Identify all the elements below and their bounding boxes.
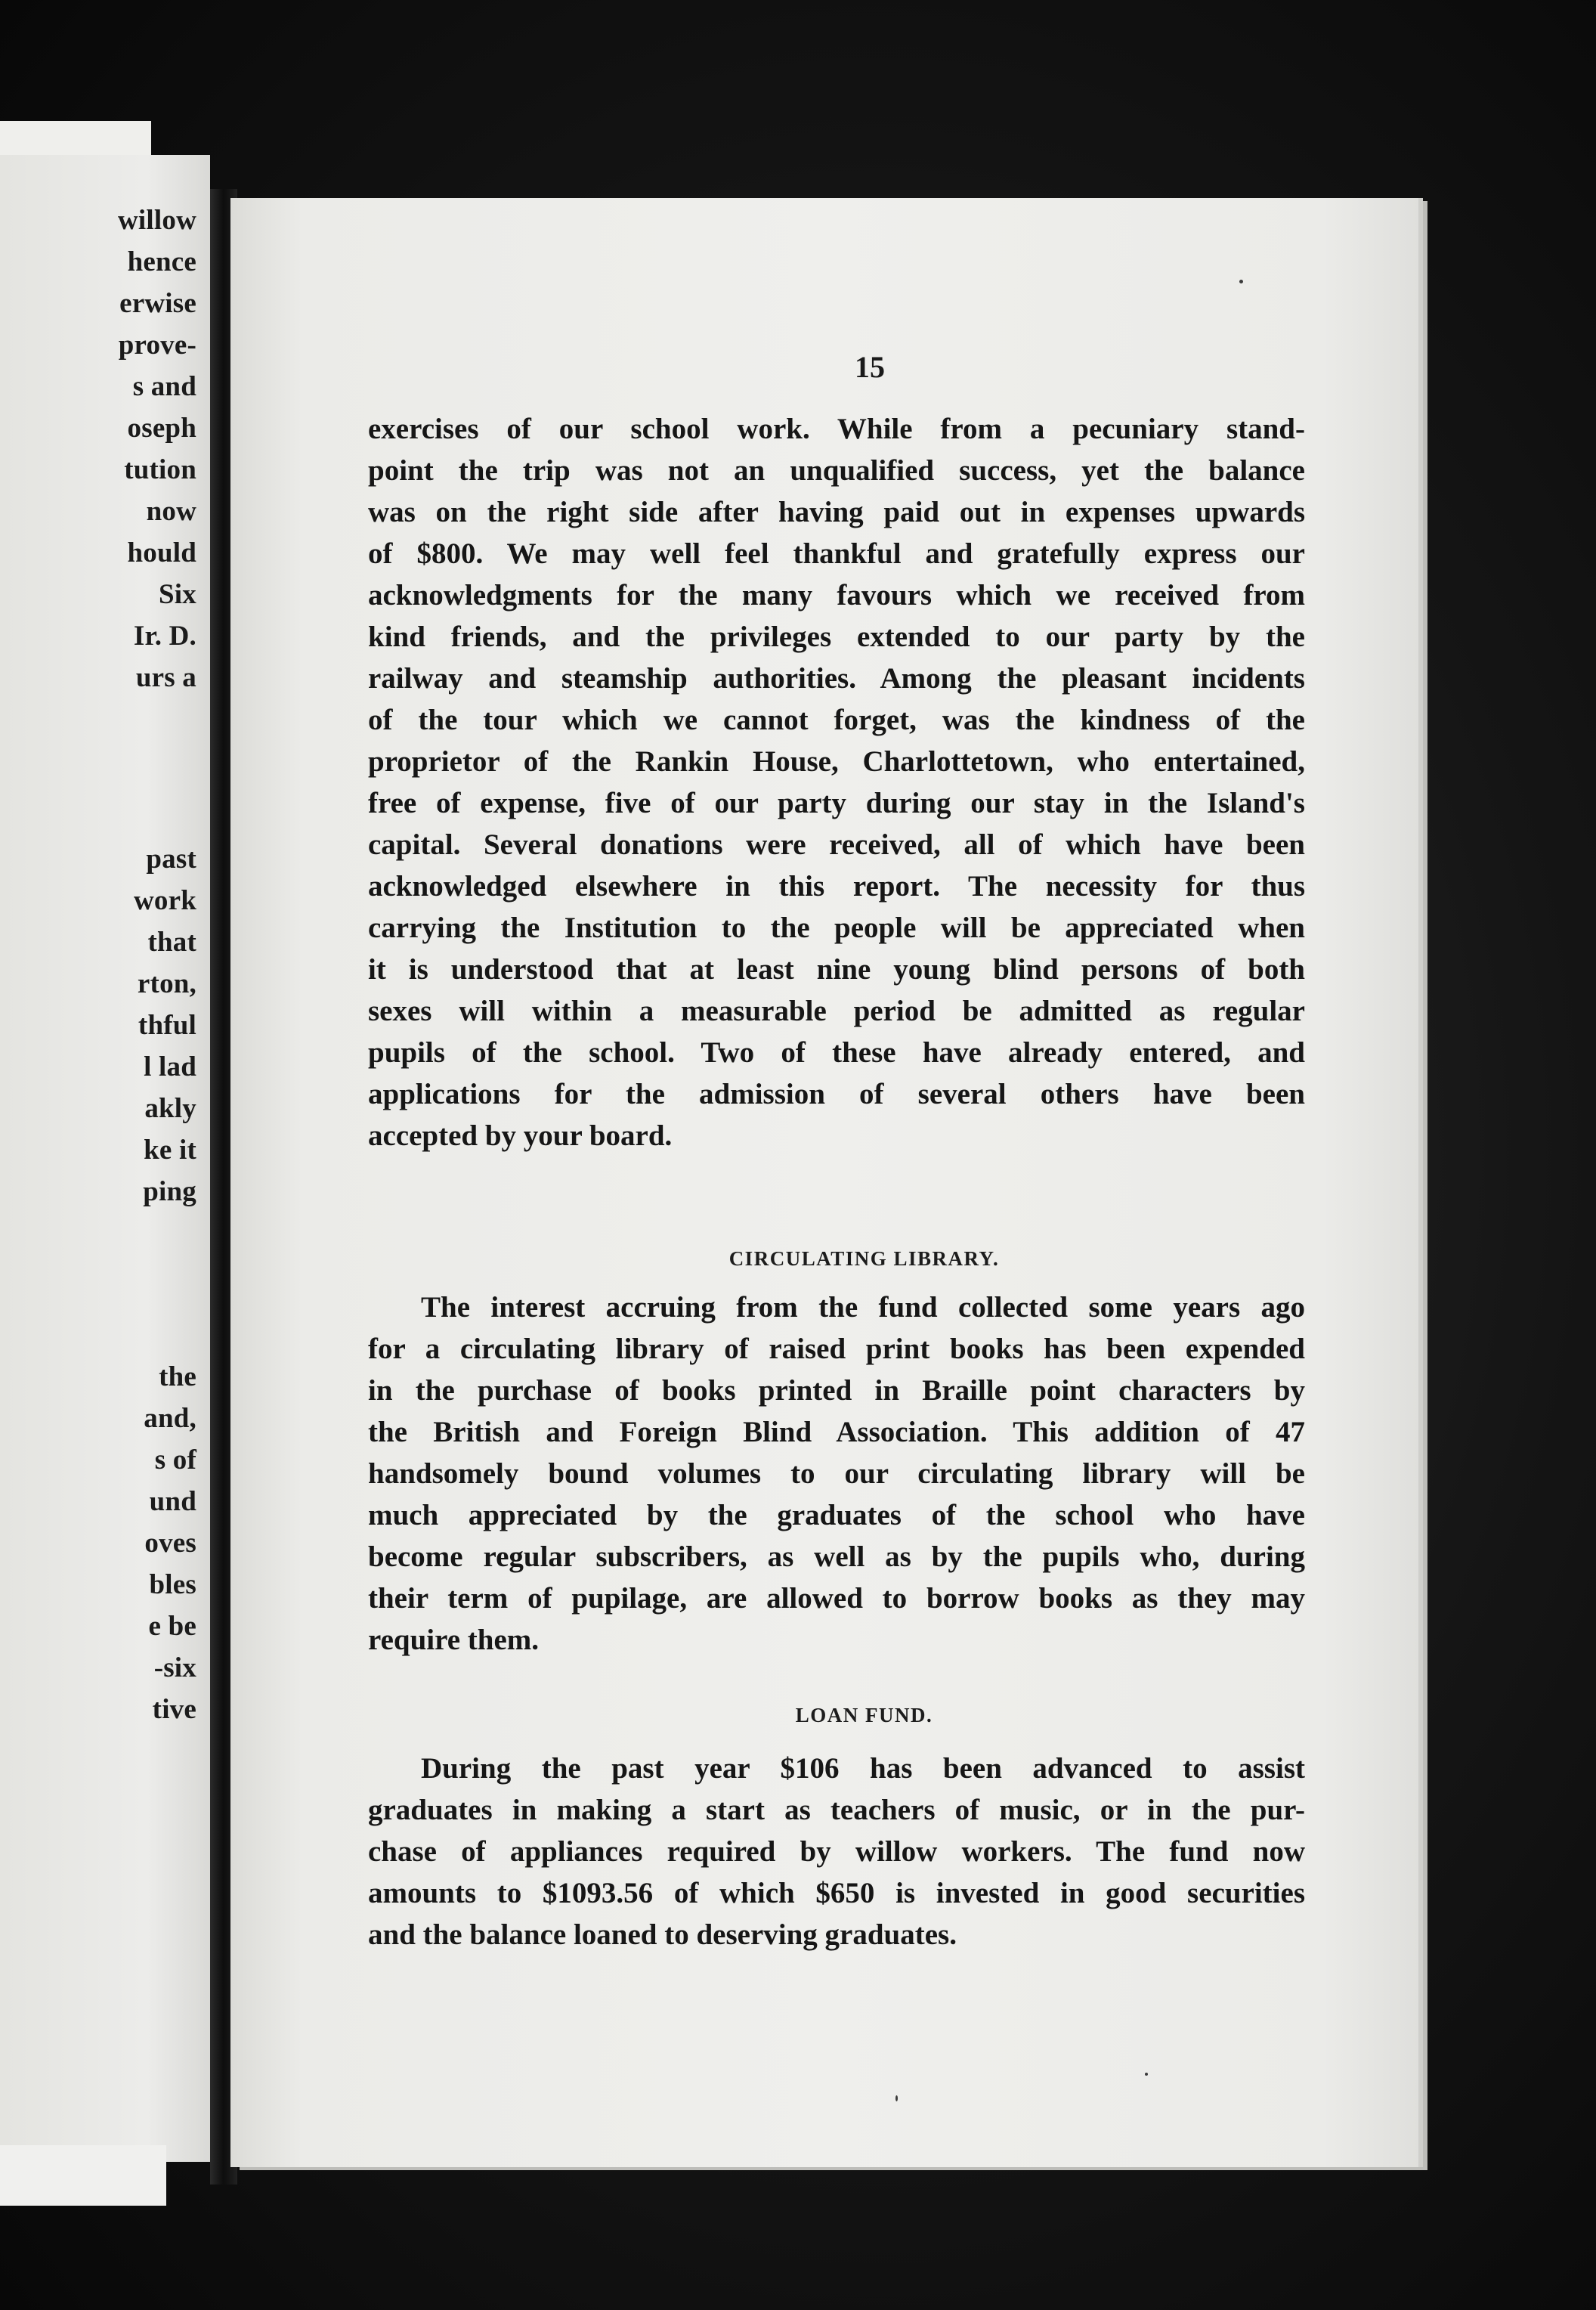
left-page-fragment: work — [133, 885, 196, 916]
left-page-edge-top — [0, 121, 151, 159]
intro-paragraph — [368, 408, 1305, 1157]
left-page-edge-bottom — [0, 2145, 166, 2206]
left-page-fragment: the — [159, 1361, 196, 1392]
text-line: their term of pupilage, are allowed to borrow books as they may — [368, 1582, 1305, 1615]
left-page-fragment: tive — [152, 1694, 196, 1725]
scan-speck — [895, 2095, 898, 2101]
text-line: graduates in making a start as teachers of music, or in the pur- — [368, 1794, 1305, 1826]
left-page-fragment: akly — [144, 1093, 196, 1124]
circulating-library-paragraph — [368, 1287, 1305, 1661]
text-line: kind friends, and the privileges extended to our party by the — [368, 621, 1305, 653]
text-line: The interest accruing from the fund collected some years ago — [421, 1291, 1305, 1324]
left-facing-page — [0, 155, 210, 2162]
left-page-text-fragments — [0, 155, 196, 2162]
text-line: railway and steamship authorities. Among the pleasant incidents — [368, 662, 1305, 695]
main-page — [230, 198, 1418, 2167]
left-page-fragment: hould — [127, 537, 196, 568]
left-page-fragment: and, — [144, 1403, 196, 1434]
text-line: acknowledgments for the many favours which we received from — [368, 579, 1305, 612]
text-line: and the balance loaned to deserving graduates. — [368, 1918, 957, 1951]
left-page-fragment: ping — [143, 1176, 196, 1207]
text-line: the British and Foreign Blind Association. This addition of 47 — [368, 1416, 1305, 1448]
text-line: capital. Several donations were received, all of which have been — [368, 828, 1305, 861]
left-page-fragment: rton, — [137, 968, 196, 999]
text-line: in the purchase of books printed in Braille point characters by — [368, 1374, 1305, 1407]
text-line: accepted by your board. — [368, 1119, 673, 1152]
left-page-fragment: s and — [132, 371, 196, 402]
left-page-fragment: urs a — [135, 662, 196, 693]
left-page-fragment: erwise — [119, 288, 196, 319]
scan-speck — [1239, 280, 1243, 283]
text-line: require them. — [368, 1624, 540, 1656]
left-page-fragment: tution — [124, 454, 196, 485]
text-line: proprietor of the Rankin House, Charlottetown, who entertained, — [368, 745, 1305, 778]
left-page-fragment: oseph — [127, 413, 196, 444]
left-page-fragment: und — [149, 1486, 196, 1517]
text-line: point the trip was not an unqualified success, yet the balance — [368, 454, 1305, 487]
left-page-fragment: prove- — [118, 330, 196, 361]
text-line: chase of appliances required by willow workers. The fund now — [368, 1835, 1305, 1868]
text-line: During the past year $106 has been advanced to assist — [421, 1752, 1305, 1785]
left-page-fragment: Six — [159, 579, 196, 610]
left-page-fragment: s of — [154, 1445, 196, 1475]
text-line: for a circulating library of raised print books has been expended — [368, 1333, 1305, 1365]
text-line: acknowledged elsewhere in this report. The necessity for thus — [368, 870, 1305, 903]
text-line: pupils of the school. Two of these have already entered, and — [368, 1036, 1305, 1069]
left-page-fragment: hence — [127, 246, 196, 277]
left-page-fragment: thful — [138, 1010, 196, 1041]
loan-fund-paragraph — [368, 1748, 1305, 1955]
left-page-fragment: -six — [153, 1652, 196, 1683]
left-page-fragment: e be — [148, 1611, 196, 1642]
text-line: it is understood that at least nine young blind persons of both — [368, 953, 1305, 986]
text-line: exercises of our school work. While from a pecuniary stand- — [368, 413, 1305, 445]
text-line: handsomely bound volumes to our circulating library will be — [368, 1457, 1305, 1490]
left-page-fragment: l lad — [144, 1051, 196, 1082]
text-line: sexes will within a measurable period be admitted as regular — [368, 995, 1305, 1027]
left-page-fragment: oves — [144, 1528, 196, 1559]
left-page-fragment: bles — [149, 1569, 196, 1600]
text-line: free of expense, five of our party during our stay in the Island's — [368, 787, 1305, 819]
left-page-fragment: Ir. D. — [133, 621, 196, 652]
left-page-fragment: that — [147, 927, 196, 958]
text-line: was on the right side after having paid out in expenses upwards — [368, 496, 1305, 528]
text-line: of the tour which we cannot forget, was the kindness of the — [368, 704, 1305, 736]
scan-speck — [1145, 2073, 1148, 2076]
heading-circulating-library: CIRCULATING LIBRARY. — [728, 1247, 1000, 1270]
left-page-fragment: past — [146, 844, 196, 875]
left-page-fragment: willow — [118, 205, 196, 236]
page-number: 15 — [855, 350, 885, 384]
text-line: amounts to $1093.56 of which $650 is invested in good securities — [368, 1877, 1305, 1909]
heading-loan-fund: LOAN FUND. — [795, 1704, 933, 1726]
text-line: applications for the admission of several others have been — [368, 1078, 1305, 1110]
text-line: much appreciated by the graduates of the school who have — [368, 1499, 1305, 1531]
text-line: carrying the Institution to the people will be appreciated when — [368, 912, 1305, 944]
left-page-fragment: now — [146, 496, 196, 527]
text-line: of $800. We may well feel thankful and gratefully express our — [368, 537, 1305, 570]
text-line: become regular subscribers, as well as by the pupils who, during — [368, 1541, 1305, 1573]
left-page-fragment: ke it — [144, 1135, 196, 1166]
